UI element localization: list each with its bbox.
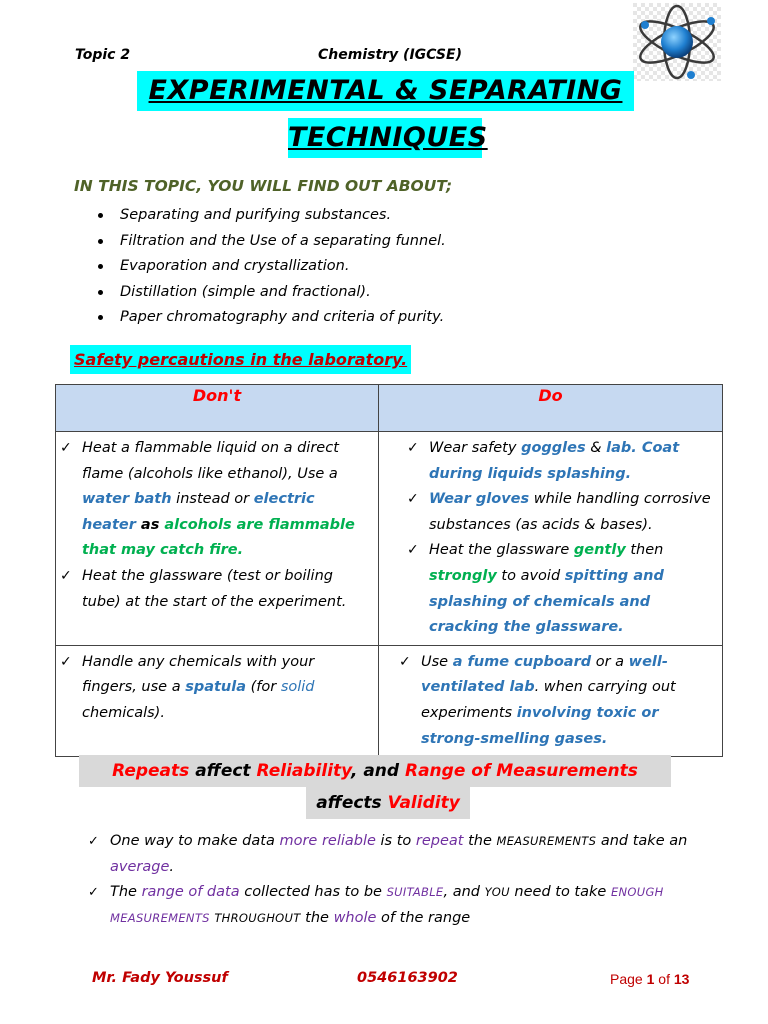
intro-heading: IN THIS TOPIC, YOU WILL FIND OUT ABOUT;	[74, 177, 453, 195]
checkmark-icon: ✓	[407, 491, 419, 508]
checkmark-icon: ✓	[88, 885, 99, 900]
checkmark-icon: ✓	[60, 567, 72, 584]
checkmark-icon: ✓	[60, 653, 72, 670]
reliability-line-2: affects Validity	[306, 787, 470, 819]
list-item: ✓ Heat the glassware (test or boiling tube) at the start of the experiment.	[60, 564, 370, 615]
do-cell-1	[379, 432, 723, 646]
checkmark-icon: ✓	[60, 440, 72, 456]
dont-cell-1	[56, 432, 379, 646]
list-item: ✓ Heat a flammable liquid on a direct flame (alcohols like ethanol), Use a water bath instead or electric heater as alcohols are flammable that may catch fire.	[60, 436, 370, 564]
list-item: Distillation (simple and fractional).	[96, 280, 446, 306]
list-item: Paper chromatography and criteria of purity.	[96, 305, 446, 331]
list-item: Evaporation and crystallization.	[96, 254, 446, 280]
subject-label: Chemistry (IGCSE)	[318, 47, 462, 63]
checkmark-icon: ✓	[399, 653, 411, 670]
list-item: Filtration and the Use of a separating funnel.	[96, 229, 446, 255]
checkmark-icon: ✓	[407, 440, 419, 456]
list-item: Separating and purifying substances.	[96, 203, 446, 229]
checkmark-icon: ✓	[88, 834, 99, 849]
atom-logo	[633, 3, 721, 81]
footer-phone: 0546163902	[357, 970, 458, 986]
title-line-2: TECHNIQUES	[288, 118, 482, 158]
do-cell-2	[379, 645, 723, 756]
topic-label: Topic 2	[75, 47, 131, 63]
topic-list	[96, 203, 446, 331]
list-item: ✓ Handle any chemicals with your fingers, use a spatula (for solid chemicals).	[60, 650, 370, 727]
list-item: ✓ Wear safety goggles & lab. Coat during liquids splashing.	[407, 436, 714, 487]
footer-author: Mr. Fady Youssuf	[92, 970, 228, 986]
safety-heading: Safety percautions in the laboratory.	[70, 345, 411, 374]
do-column-header: Do	[379, 385, 723, 432]
list-item: ✓ Heat the glassware gently then strongly to avoid spitting and splashing of chemicals and cracking the glassware.	[407, 538, 714, 640]
safety-table	[55, 384, 723, 757]
list-item: ✓ The range of data collected has to be SUITABLE, and YOU need to take ENOUGH MEASUREMENTS THROUGHOUT the whole of the range	[88, 880, 688, 931]
notes	[88, 829, 688, 931]
dont-column-header: Don't	[56, 385, 379, 432]
dont-cell-2	[56, 645, 379, 756]
list-item: ✓ One way to make data more reliable is to repeat the MEASUREMENTS and take an average.	[88, 829, 688, 880]
page-number: Page 1 of 13	[610, 971, 690, 987]
list-item: ✓ Wear gloves while handling corrosive substances (as acids & bases).	[407, 487, 714, 538]
reliability-line-1: Repeats affect Reliability, and Range of Measurements	[79, 755, 671, 787]
list-item: ✓ Use a fume cupboard or a well-ventilated lab. when carrying out experiments involving toxic or strong-smelling gases.	[399, 650, 714, 752]
checkmark-icon: ✓	[407, 542, 419, 559]
title-line-1: EXPERIMENTAL & SEPARATING	[137, 71, 634, 111]
